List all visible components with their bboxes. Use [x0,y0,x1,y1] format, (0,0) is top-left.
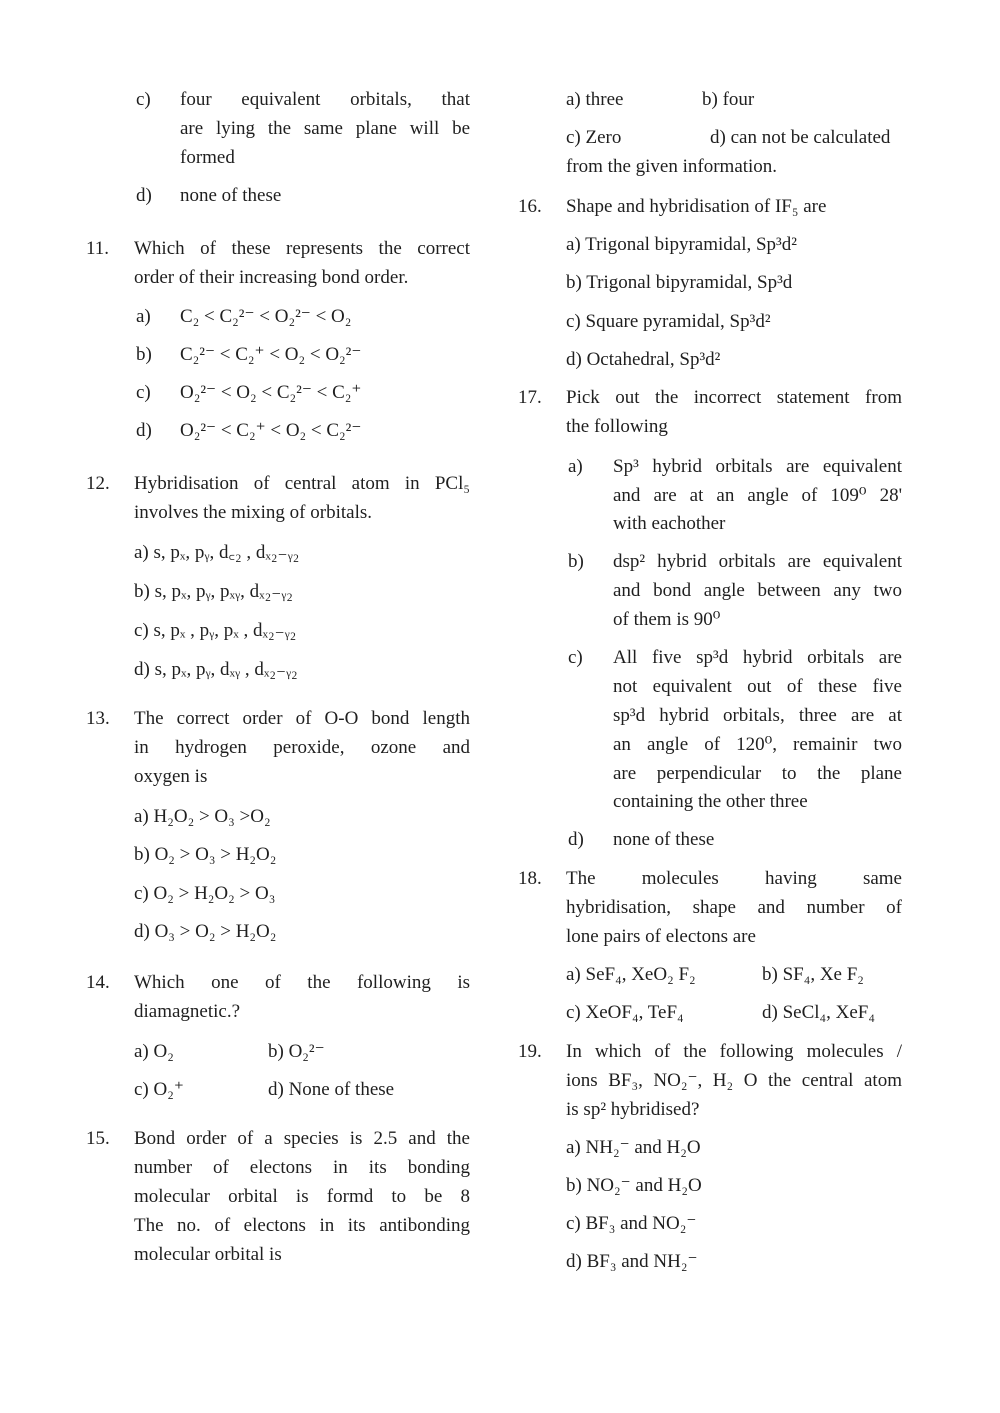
option-text: d) SeCl₄, XeF₄ [762,1002,875,1023]
option-text: a) three [566,89,624,110]
question-number: 19. [518,1041,542,1062]
option-text: All five sp³d hybrid orbitals are [613,647,902,668]
question-stem: Shape and hybridisation of IF₅ are [566,196,827,217]
option-text: c) BF₃ and NO₂⁻ [566,1213,697,1234]
option-text: d) Octahedral, Sp³d² [566,349,721,370]
question-number: 17. [518,387,542,408]
option-text: c) s, pₓ , pᵧ, pₓ , dₓ₂₋ᵧ₂ [134,620,297,641]
question-stem: lone pairs of electons are [566,926,756,947]
question-stem: number of electons in its bonding [134,1157,470,1178]
option-letter: c) [568,647,583,668]
option-letter: d) [136,420,152,441]
question-stem: The no. of electons in its antibonding [134,1215,470,1236]
question-stem: The correct order of O-O bond length [134,708,470,729]
question-stem: Pick out the incorrect statement from [566,387,902,408]
option-text: not equivalent out of these five [613,676,902,697]
option-text: d) BF₃ and NH₂⁻ [566,1251,698,1272]
question-stem: molecular orbital is formd to be 8 [134,1186,470,1207]
option-text: a) NH₂⁻ and H₂O [566,1137,701,1158]
question-stem: the following [566,416,668,437]
option-letter: d) [136,185,152,206]
option-text: are lying the same plane will be [180,118,470,139]
question-stem: order of their increasing bond order. [134,267,409,288]
option-text: c) Square pyramidal, Sp³d² [566,311,771,332]
question-stem: hybridisation, shape and number of [566,897,902,918]
option-text: d) can not be calculated [710,127,891,148]
option-text: and bond angle between any two [613,580,902,601]
option-text: d) s, pₓ, pᵧ, dₓᵧ , dₓ₂₋ᵧ₂ [134,659,298,680]
option-text: an angle of 120⁰, remainir two [613,734,902,755]
question-stem: diamagnetic.? [134,1001,241,1022]
option-text: b) s, pₓ, pᵧ, pₓᵧ, dₓ₂₋ᵧ₂ [134,581,293,602]
option-text: c) O₂⁺ [134,1079,184,1100]
option-text: b) NO₂⁻ and H₂O [566,1175,702,1196]
question-stem: Hybridisation of central atom in PCl₅ [134,473,470,494]
option-text: b) O₂ > O₃ > H₂O₂ [134,844,277,865]
option-text: b) SF₄, Xe F₂ [762,964,864,985]
question-stem: Bond order of a species is 2.5 and the [134,1128,470,1149]
question-stem: is sp² hybridised? [566,1099,700,1120]
option-text: none of these [180,185,282,206]
question-stem: molecular orbital is [134,1244,282,1265]
option-letter: d) [568,829,584,850]
option-text: O₂²⁻ < C₂⁺ < O₂ < C₂²⁻ [180,420,362,441]
question-stem: In which of the following molecules / [566,1041,902,1062]
option-text: b) four [702,89,755,110]
option-text: are perpendicular to the plane [613,763,902,784]
option-text: containing the other three [613,791,808,812]
option-text: a) SeF₄, XeO₂ F₂ [566,964,696,985]
question-stem: Which one of the following is [134,972,470,993]
option-letter: b) [568,551,584,572]
question-stem: involves the mixing of orbitals. [134,502,373,523]
option-text: from the given information. [566,156,778,177]
question-number: 18. [518,868,542,889]
option-text: a) O₂ [134,1041,174,1062]
option-text: four equivalent orbitals, that [180,89,470,110]
question-number: 11. [86,238,110,259]
option-text: sp³d hybrid orbitals, three are at [613,705,902,726]
option-text: c) O₂ > H₂O₂ > O₃ [134,883,276,904]
option-letter: c) [136,382,151,403]
option-text: a) Trigonal bipyramidal, Sp³d² [566,234,797,255]
option-letter: a) [136,306,151,327]
option-text: with eachother [613,513,726,534]
option-text: a) s, pₓ, pᵧ, d꜀₂ , dₓ₂₋ᵧ₂ [134,542,300,563]
option-letter: a) [568,456,583,477]
option-text: Sp³ hybrid orbitals are equivalent [613,456,902,477]
option-letter: c) [136,89,151,110]
question-number: 16. [518,196,542,217]
option-text: b) O₂²⁻ [268,1041,325,1062]
option-text: of them is 90⁰ [613,609,721,630]
option-text: c) XeOF₄, TeF₄ [566,1002,684,1023]
option-text: dsp² hybrid orbitals are equivalent [613,551,902,572]
option-text: formed [180,147,235,168]
question-stem: in hydrogen peroxide, ozone and [134,737,470,758]
option-text: c) Zero [566,127,622,148]
question-stem: Which of these represents the correct [134,238,470,259]
option-letter: b) [136,344,152,365]
option-text: C₂²⁻ < C₂⁺ < O₂ < O₂²⁻ [180,344,362,365]
option-text: and are at an angle of 109⁰ 28' [613,485,902,506]
question-number: 13. [86,708,110,729]
question-stem: ions BF₃, NO₂⁻, H₂ O the central atom [566,1070,902,1091]
question-stem: The molecules having same [566,868,902,889]
option-text: d) None of these [268,1079,395,1100]
option-text: C₂ < C₂²⁻ < O₂²⁻ < O₂ [180,306,352,327]
option-text: a) H₂O₂ > O₃ >O₂ [134,806,271,827]
option-text: b) Trigonal bipyramidal, Sp³d [566,272,793,293]
question-stem: oxygen is [134,766,208,787]
question-number: 14. [86,972,110,993]
option-text: O₂²⁻ < O₂ < C₂²⁻ < C₂⁺ [180,382,362,403]
question-number: 12. [86,473,110,494]
option-text: none of these [613,829,715,850]
option-text: d) O₃ > O₂ > H₂O₂ [134,921,277,942]
question-number: 15. [86,1128,110,1149]
